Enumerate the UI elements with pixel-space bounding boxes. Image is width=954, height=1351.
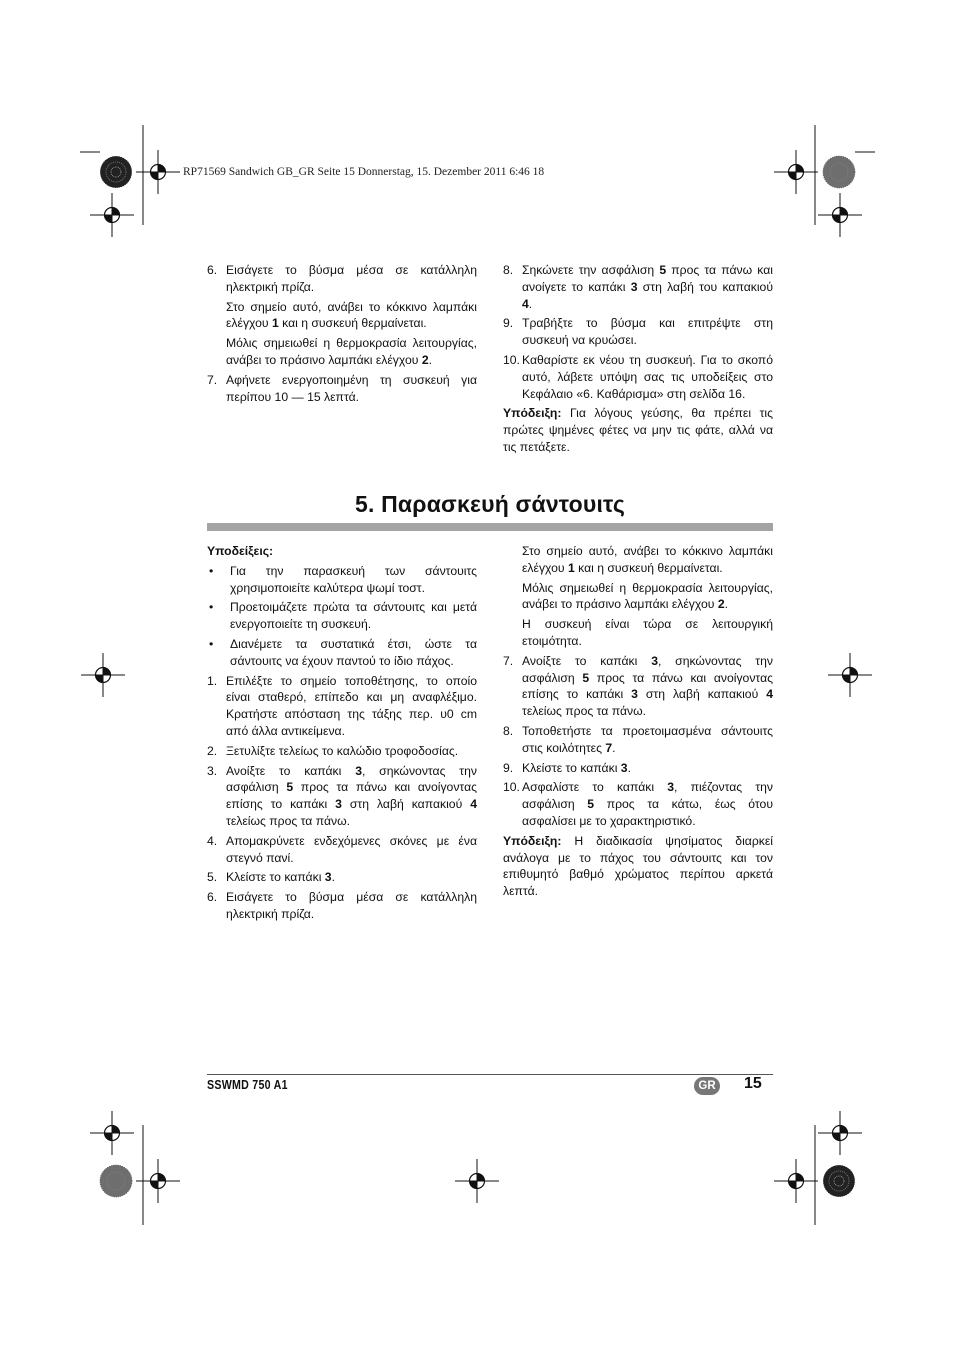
item-text: Επιλέξτε το σημείο τοποθέτησης, το οποίο είναι σταθερό, επίπεδο και μη αναφλέξιμο. Κρατήστε απόσταση της τάξης περ. υ0 cm από άλλα αντικείμενα. bbox=[226, 673, 477, 738]
item-text: Ξετυλίξτε τελείως το καλώδιο τροφοδοσίας. bbox=[226, 743, 459, 758]
item-text: Καθαρίστε εκ νέου τη συσκευή. Για το σκοπό αυτό, λάβετε υπόψη σας τις υποδείξεις στο Κεφάλαιο «6. Καθάρισμα» στη σελίδα 16. bbox=[522, 352, 773, 401]
section-title: 5. Παρασκευή σάντουιτς bbox=[354, 491, 626, 517]
item-number: 7. bbox=[503, 653, 514, 668]
item-number: 10. bbox=[503, 780, 520, 795]
bottom-right-column bbox=[503, 543, 773, 900]
item-number: 6. bbox=[207, 890, 218, 905]
bullet-item: • Για την παρασκευή των σάντουιτς χρησιμοποιείτε καλύτερα ψωμί τοστ. bbox=[209, 563, 477, 595]
language-badge: GR bbox=[694, 1077, 720, 1095]
list-item bbox=[207, 869, 477, 886]
model-number: SSWMD 750 A1 bbox=[207, 1077, 288, 1092]
list-item bbox=[207, 673, 477, 740]
top-right-column bbox=[503, 262, 773, 456]
list-item bbox=[503, 653, 773, 720]
item-text: Κλείστε το καπάκι 3. bbox=[226, 870, 335, 885]
item-number: 1. bbox=[207, 673, 218, 688]
note-paragraph: Υπόδειξη: Για λόγους γεύσης, θα πρέπει τις πρώτες ψημένες φέτες να μην τις φάτε, αλλά να τις πετάξετε. bbox=[503, 406, 773, 454]
print-header-info: RP71569 Sandwich GB_GR Seite 15 Donnerstag, 15. Dezember 2011 6:46 18 bbox=[183, 166, 545, 178]
item-number: 7. bbox=[207, 372, 218, 387]
item-number: 5. bbox=[207, 870, 218, 885]
page-number: 15 bbox=[744, 1075, 762, 1092]
item-text: Τοποθετήστε τα προετοιμασμένα σάντουιτς στις κοιλότητες 7. bbox=[522, 723, 773, 755]
item-text: Απομακρύνετε ενδεχόμενες σκόνες με ένα στεγνό πανί. bbox=[226, 833, 477, 865]
item-number: 9. bbox=[503, 760, 514, 775]
list-item bbox=[207, 889, 477, 923]
item-text: Ασφαλίστε το καπάκι 3, πιέζοντας την ασφάλιση 5 προς τα κάτω, έως ότου ασφαλίσει με το χαρακτηριστικό. bbox=[522, 780, 774, 828]
item-number: 4. bbox=[207, 833, 218, 848]
item-text: Ανοίξτε το καπάκι 3, σηκώνοντας την ασφάλιση 5 προς τα πάνω και ανοίγοντας επίσης το καπάκι 3 στη λαβή καπακιού 4 τελείως προς τα πάνω. bbox=[226, 763, 478, 828]
list-item bbox=[503, 723, 773, 757]
top-left-column bbox=[207, 262, 477, 408]
item-number: 8. bbox=[503, 723, 514, 738]
item-subparagraph: Η συσκευή είναι τώρα σε λειτουργική ετοιμότητα. bbox=[522, 617, 773, 648]
item-text: Σηκώνετε την ασφάλιση 5 προς τα πάνω και ανοίγετε το καπάκι 3 στη λαβή του καπακιού 4. bbox=[522, 263, 773, 311]
list-item bbox=[207, 763, 477, 830]
item-number: 6. bbox=[207, 263, 218, 277]
footer-rule bbox=[207, 1074, 773, 1075]
item-number: 8. bbox=[503, 263, 514, 277]
list-item bbox=[503, 315, 773, 349]
item-text: Τραβήξτε το βύσμα και επιτρέψτε στη συσκευή να κρυώσει. bbox=[522, 316, 773, 348]
item-text: Κλείστε το καπάκι 3. bbox=[522, 760, 631, 775]
hints-label: Υποδείξεις: bbox=[207, 544, 274, 558]
item-number: 2. bbox=[207, 743, 218, 758]
note-label: Υπόδειξη: bbox=[503, 833, 562, 848]
bullet-item: • Προετοιμάζετε πρώτα τα σάντουιτς και μετά ενεργοποιείτε τη συσκευή. bbox=[209, 600, 477, 632]
item-subparagraph: Στο σημείο αυτό, ανάβει το κόκκινο λαμπάκι ελέγχου 1 και η συσκευή θερμαίνεται. bbox=[226, 299, 477, 331]
list-item bbox=[207, 743, 477, 760]
note-label: Υπόδειξη: bbox=[503, 406, 562, 421]
list-item bbox=[207, 262, 477, 296]
item-number: 9. bbox=[503, 316, 514, 331]
item-text: Εισάγετε το βύσμα μέσα σε κατάλληλη ηλεκτρική πρίζα. bbox=[226, 263, 477, 294]
list-item bbox=[503, 352, 773, 402]
note-paragraph: Υπόδειξη: Η διαδικασία ψησίματος διαρκεί ανάλογα με το πάχος του σάντουιτς και τον επιθυμητό βαθμό χρώματος περίπου αρκετά λεπτά. bbox=[503, 833, 773, 899]
list-item bbox=[207, 833, 477, 867]
item-subparagraph: Μόλις σημειωθεί η θερμοκρασία λειτουργίας, ανάβει το πράσινο λαμπάκι ελέγχου 2. bbox=[226, 336, 477, 367]
list-item bbox=[503, 760, 773, 777]
bullet-item: • Διανέμετε τα συστατικά έτσι, ώστε τα σάντουιτς να έχουν παντού το ίδιο πάχος. bbox=[209, 636, 477, 668]
list-item bbox=[207, 372, 477, 406]
list-item bbox=[503, 262, 773, 312]
item-number: 3. bbox=[207, 763, 218, 778]
item-text: Αφήνετε ενεργοποιημένη τη συσκευή για περίπου 10 — 15 λεπτά. bbox=[226, 372, 477, 404]
item-text: Εισάγετε το βύσμα μέσα σε κατάλληλη ηλεκτρική πρίζα. bbox=[226, 890, 477, 921]
section-rule bbox=[207, 523, 773, 531]
item-subparagraph: Στο σημείο αυτό, ανάβει το κόκκινο λαμπάκι ελέγχου 1 και η συσκευή θερμαίνεται. bbox=[522, 544, 773, 575]
item-number: 10. bbox=[503, 352, 520, 367]
list-item bbox=[503, 779, 773, 829]
bottom-left-column bbox=[207, 543, 477, 926]
item-text: Ανοίξτε το καπάκι 3, σηκώνοντας την ασφάλιση 5 προς τα πάνω και ανοίγοντας επίσης το καπάκι 3 στη λαβή καπακιού 4 τελείως προς τα πάνω. bbox=[522, 653, 774, 719]
item-subparagraph: Μόλις σημειωθεί η θερμοκρασία λειτουργίας, ανάβει το πράσινο λαμπάκι ελέγχου 2. bbox=[522, 580, 773, 612]
